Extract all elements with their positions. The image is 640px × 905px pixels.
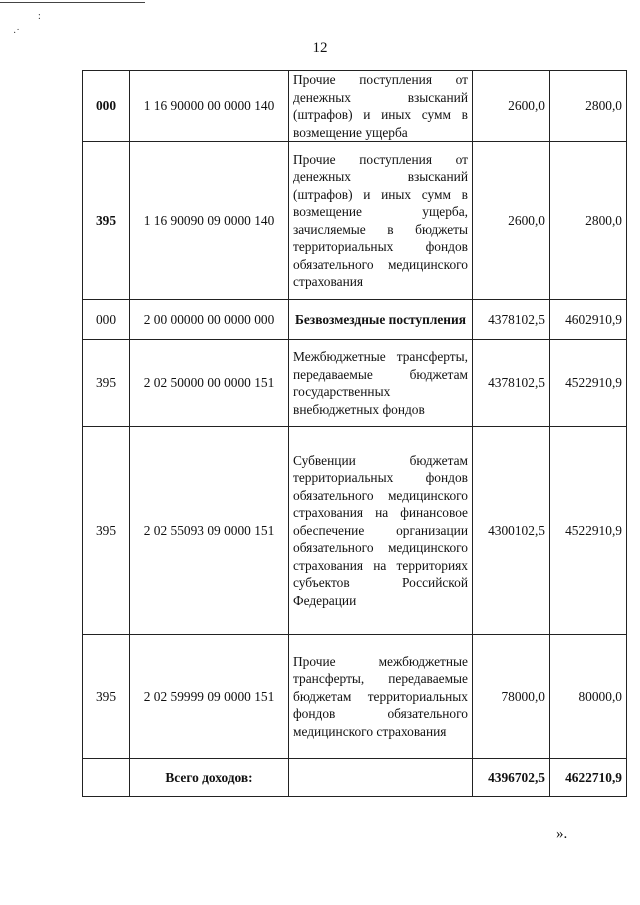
table-row <box>83 71 627 142</box>
budget-code-cell: 1 16 90000 00 0000 140 <box>130 71 289 142</box>
scan-artifact-dot: : <box>38 11 41 22</box>
admin-code-cell <box>83 759 130 797</box>
amount-year-2-cell: 2800,0 <box>550 71 627 142</box>
revenue-name-cell: Прочие поступления от денежных взысканий (штрафов) и иных сумм в возмещение ущерба <box>289 71 473 142</box>
closing-quote-mark: ». <box>556 826 568 842</box>
table-row <box>83 142 627 300</box>
total-label-cell: Всего доходов: <box>130 759 289 797</box>
total-year-1-cell: 4396702,5 <box>473 759 550 797</box>
revenue-name-cell <box>289 759 473 797</box>
amount-year-1-cell: 4378102,5 <box>473 300 550 340</box>
revenue-table <box>82 70 627 797</box>
table-row <box>83 300 627 340</box>
table-row <box>83 427 627 635</box>
admin-code-cell: 000 <box>83 71 130 142</box>
amount-year-1-cell: 4300102,5 <box>473 427 550 635</box>
budget-code-cell: 2 02 50000 00 0000 151 <box>130 340 289 427</box>
budget-code-cell: 2 02 59999 09 0000 151 <box>130 635 289 759</box>
revenue-name-cell: Межбюджетные трансферты, передаваемые бюджетам государственных внебюджетных фондов <box>289 340 473 427</box>
amount-year-1-cell: 78000,0 <box>473 635 550 759</box>
admin-code-cell: 395 <box>83 142 130 300</box>
table-row <box>83 635 627 759</box>
amount-year-1-cell: 2600,0 <box>473 142 550 300</box>
amount-year-2-cell: 80000,0 <box>550 635 627 759</box>
page-number: 12 <box>312 40 328 56</box>
scan-artifact-dot: ·˙ <box>13 28 20 39</box>
amount-year-2-cell: 4522910,9 <box>550 427 627 635</box>
revenue-name-cell: Субвенции бюджетам территориальных фондов обязательного медицинского страхования на финансовое обеспечение организации обязательного медицинского страхования на территориях субъектов Российской Федерации <box>289 427 473 635</box>
total-row <box>83 759 627 797</box>
admin-code-cell: 395 <box>83 635 130 759</box>
amount-year-2-cell: 4602910,9 <box>550 300 627 340</box>
table-row <box>83 340 627 427</box>
amount-year-1-cell: 2600,0 <box>473 71 550 142</box>
revenue-name-cell: Прочие межбюджетные трансферты, передаваемые бюджетам территориальных фондов обязательного медицинского страхования <box>289 635 473 759</box>
amount-year-2-cell: 2800,0 <box>550 142 627 300</box>
budget-code-cell: 2 00 00000 00 0000 000 <box>130 300 289 340</box>
budget-code-cell: 2 02 55093 09 0000 151 <box>130 427 289 635</box>
revenue-group-title-cell: Безвозмездные поступления <box>289 300 473 340</box>
budget-code-cell: 1 16 90090 09 0000 140 <box>130 142 289 300</box>
total-year-2-cell: 4622710,9 <box>550 759 627 797</box>
revenue-name-cell: Прочие поступления от денежных взысканий (штрафов) и иных сумм в возмещение ущерба, зачисляемые в бюджеты территориальных фондов обязательного медицинского страхования <box>289 142 473 300</box>
scan-artifact-line <box>0 2 145 3</box>
admin-code-cell: 395 <box>83 340 130 427</box>
admin-code-cell: 000 <box>83 300 130 340</box>
amount-year-2-cell: 4522910,9 <box>550 340 627 427</box>
admin-code-cell: 395 <box>83 427 130 635</box>
amount-year-1-cell: 4378102,5 <box>473 340 550 427</box>
